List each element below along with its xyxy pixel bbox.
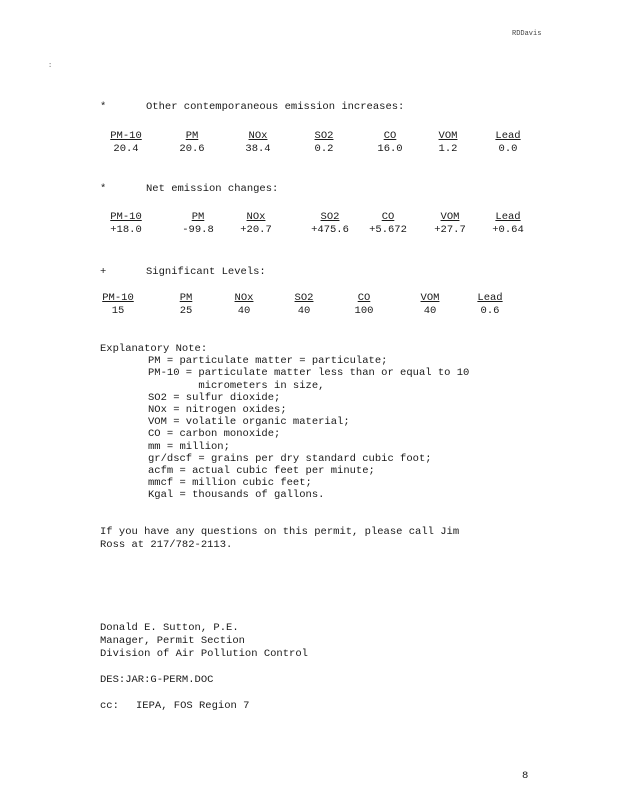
column-header: SO2 xyxy=(294,292,314,304)
table-value-row xyxy=(100,143,520,156)
table-cell: 16.0 xyxy=(377,143,403,155)
table-cell: 25 xyxy=(179,305,193,317)
section-3-table xyxy=(100,292,520,318)
section-2-bullet: * xyxy=(100,183,107,195)
section-3-title: Significant Levels: xyxy=(146,266,266,278)
table-cell: 0.0 xyxy=(498,143,518,155)
header-stamp: RDDavis xyxy=(512,30,542,38)
column-header: VOM xyxy=(420,292,440,304)
column-header: PM xyxy=(191,211,205,223)
note-line: SO2 = sulfur dioxide; xyxy=(148,391,281,404)
note-line: mm = million; xyxy=(148,440,230,453)
section-3-bullet: + xyxy=(100,266,107,278)
notes-title: Explanatory Note: xyxy=(100,343,208,355)
table-cell: 20.4 xyxy=(113,143,139,155)
table-cell: 40 xyxy=(423,305,437,317)
column-header: CO xyxy=(381,211,395,223)
note-line: PM = particulate matter = particulate; xyxy=(148,355,388,368)
table-header-row xyxy=(100,292,520,305)
note-line: PM-10 = particulate matter less than or equal to 10 xyxy=(148,367,470,380)
table-cell: 40 xyxy=(297,305,311,317)
cc-label: cc: xyxy=(100,700,119,712)
section-1-title: Other contemporaneous emission increases: xyxy=(146,101,405,113)
table-cell: +27.7 xyxy=(434,224,466,236)
column-header: NOx xyxy=(246,211,266,223)
table-cell: 15 xyxy=(111,305,125,317)
margin-tick-mark: : xyxy=(48,62,53,70)
column-header: Lead xyxy=(495,130,521,142)
table-cell: 0.2 xyxy=(314,143,334,155)
note-line: micrometers in size, xyxy=(148,379,325,392)
note-line: NOx = nitrogen oxides; xyxy=(148,403,287,416)
column-header: NOx xyxy=(234,292,254,304)
note-line: Kgal = thousands of gallons. xyxy=(148,489,325,502)
note-line: mmcf = million cubic feet; xyxy=(148,477,312,490)
signature-title: Manager, Permit Section xyxy=(100,635,245,647)
table-cell: 100 xyxy=(354,305,374,317)
column-header: PM xyxy=(185,130,199,142)
table-cell: 40 xyxy=(237,305,251,317)
column-header: SO2 xyxy=(314,130,334,142)
section-2-table xyxy=(100,211,524,237)
note-line: acfm = actual cubic feet per minute; xyxy=(148,464,375,477)
table-header-row xyxy=(100,211,520,224)
column-header: PM-10 xyxy=(110,130,142,142)
column-header: Lead xyxy=(477,292,503,304)
table-cell: +18.0 xyxy=(110,224,142,236)
note-line: VOM = volatile organic material; xyxy=(148,416,350,429)
file-reference: DES:JAR:G-PERM.DOC xyxy=(100,674,214,686)
closing-line-2: Ross at 217/782-2113. xyxy=(100,539,233,551)
table-value-row xyxy=(100,305,520,318)
explanatory-note xyxy=(100,343,469,501)
section-2-title: Net emission changes: xyxy=(146,183,279,195)
table-cell: 20.6 xyxy=(179,143,205,155)
table-header-row xyxy=(100,130,520,143)
column-header: PM xyxy=(179,292,193,304)
column-header: PM-10 xyxy=(102,292,134,304)
note-line: CO = carbon monoxide; xyxy=(148,428,281,441)
column-header: CO xyxy=(357,292,371,304)
section-1-bullet: * xyxy=(100,101,107,113)
closing-line-1: If you have any questions on this permit, please call Jim xyxy=(100,526,460,538)
table-cell: +20.7 xyxy=(240,224,272,236)
table-cell: 0.6 xyxy=(480,305,500,317)
page-number: 8 xyxy=(522,770,529,782)
column-header: NOx xyxy=(248,130,268,142)
column-header: PM-10 xyxy=(110,211,142,223)
section-1-table xyxy=(100,130,520,156)
table-value-row xyxy=(100,224,524,237)
column-header: VOM xyxy=(440,211,460,223)
column-header: Lead xyxy=(495,211,521,223)
column-header: CO xyxy=(383,130,397,142)
table-cell: 1.2 xyxy=(438,143,458,155)
signature-name: Donald E. Sutton, P.E. xyxy=(100,622,239,634)
signature-division: Division of Air Pollution Control xyxy=(100,648,308,660)
table-cell: +0.64 xyxy=(492,224,524,236)
column-header: VOM xyxy=(438,130,458,142)
note-line: gr/dscf = grains per dry standard cubic foot; xyxy=(148,452,432,465)
column-header: SO2 xyxy=(320,211,340,223)
table-cell: 38.4 xyxy=(245,143,271,155)
table-cell: +475.6 xyxy=(311,224,349,236)
cc-recipient: IEPA, FOS Region 7 xyxy=(136,700,250,712)
table-cell: -99.8 xyxy=(182,224,214,236)
table-cell: +5.672 xyxy=(369,224,407,236)
